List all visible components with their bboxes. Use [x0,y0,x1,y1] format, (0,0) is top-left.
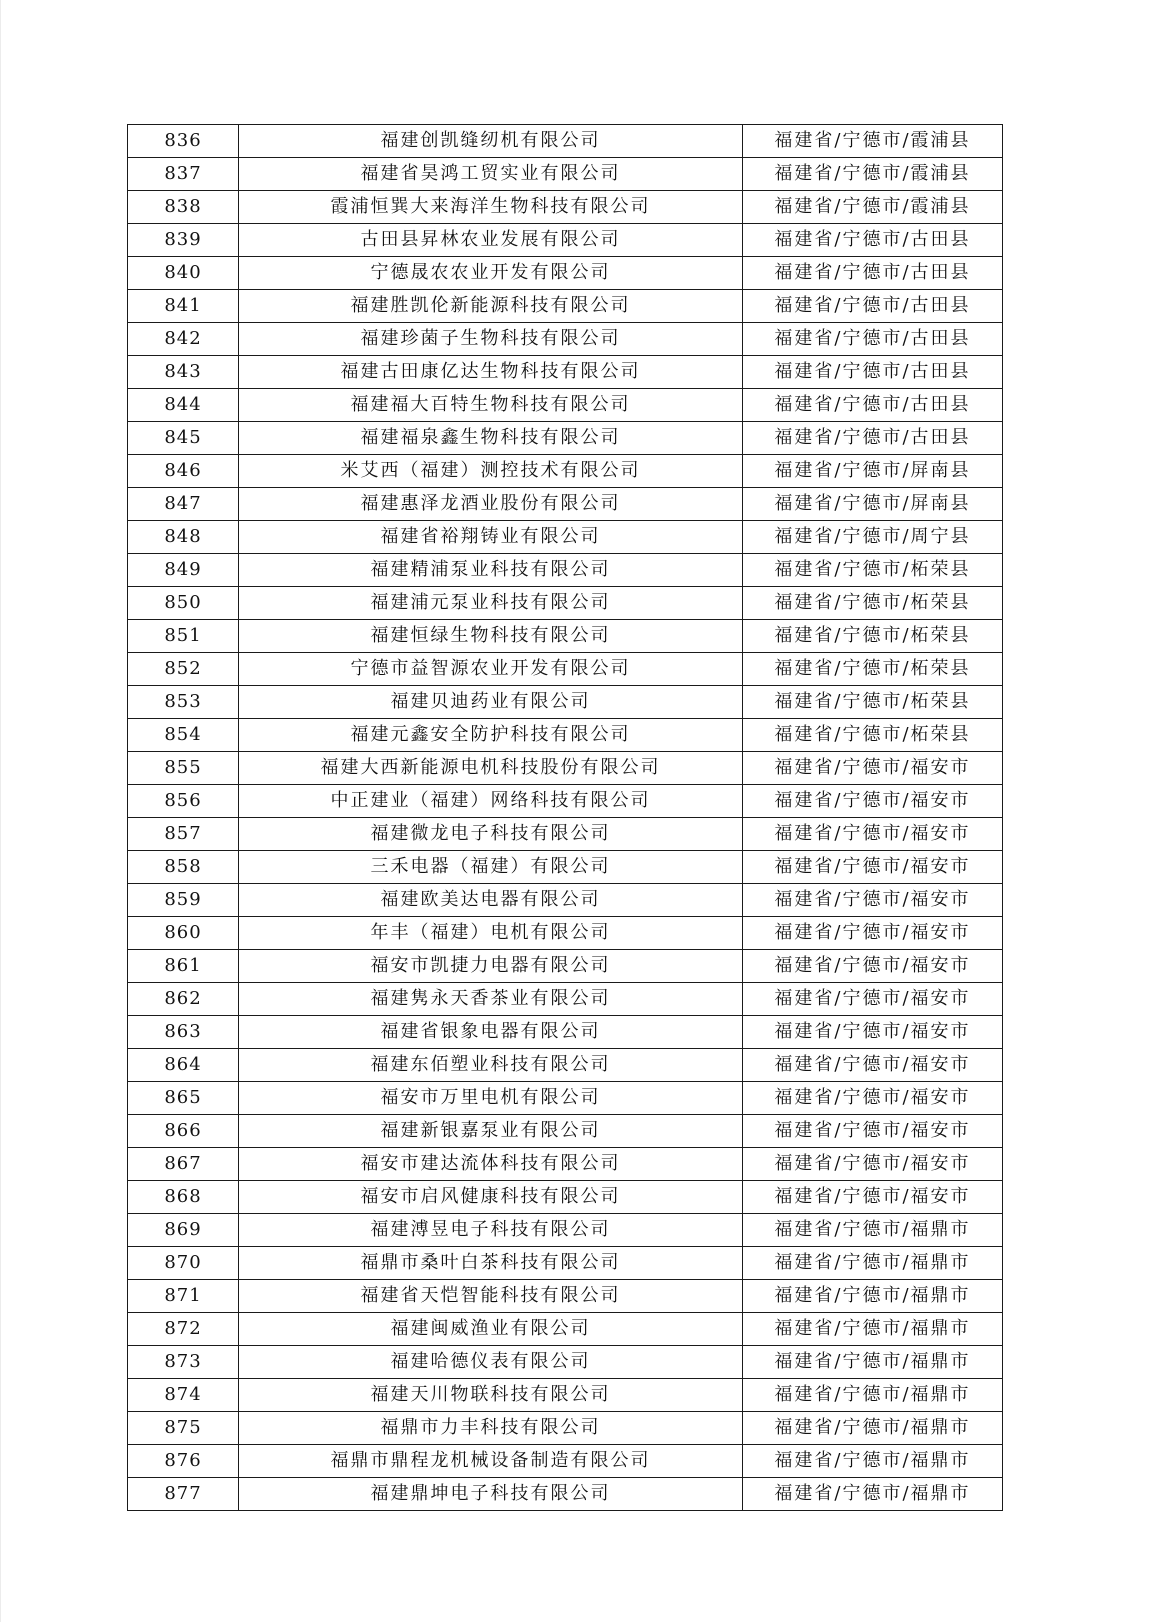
location-cell: 福建省/宁德市/柘荣县 [743,686,1003,719]
location-cell: 福建省/宁德市/福安市 [743,1115,1003,1148]
location-cell: 福建省/宁德市/福安市 [743,1049,1003,1082]
row-number-cell: 874 [128,1379,239,1412]
row-number-cell: 857 [128,818,239,851]
table-row [128,1214,1003,1247]
row-number-cell: 846 [128,455,239,488]
row-number-cell: 862 [128,983,239,1016]
company-name-cell: 福鼎市鼎程龙机械设备制造有限公司 [239,1445,743,1478]
table-row [128,1346,1003,1379]
row-number-cell: 876 [128,1445,239,1478]
table-row [128,1148,1003,1181]
location-cell: 福建省/宁德市/福鼎市 [743,1445,1003,1478]
company-name-cell: 福建贝迪药业有限公司 [239,686,743,719]
company-name-cell: 福建省天恺智能科技有限公司 [239,1280,743,1313]
location-cell: 福建省/宁德市/福安市 [743,950,1003,983]
row-number-cell: 852 [128,653,239,686]
table-row [128,389,1003,422]
location-cell: 福建省/宁德市/柘荣县 [743,587,1003,620]
location-cell: 福建省/宁德市/柘荣县 [743,554,1003,587]
table-row [128,917,1003,950]
row-number-cell: 859 [128,884,239,917]
table-row [128,1280,1003,1313]
location-cell: 福建省/宁德市/福鼎市 [743,1478,1003,1511]
location-cell: 福建省/宁德市/古田县 [743,389,1003,422]
company-name-cell: 福建胜凯伦新能源科技有限公司 [239,290,743,323]
company-name-cell: 福建恒绿生物科技有限公司 [239,620,743,653]
company-name-cell: 福建新银嘉泵业有限公司 [239,1115,743,1148]
row-number-cell: 847 [128,488,239,521]
company-name-cell: 福建鼎坤电子科技有限公司 [239,1478,743,1511]
row-number-cell: 836 [128,125,239,158]
location-cell: 福建省/宁德市/福鼎市 [743,1412,1003,1445]
location-cell: 福建省/宁德市/福安市 [743,1148,1003,1181]
company-name-cell: 福建福泉鑫生物科技有限公司 [239,422,743,455]
row-number-cell: 870 [128,1247,239,1280]
company-name-cell: 古田县昇林农业发展有限公司 [239,224,743,257]
company-name-cell: 福安市启风健康科技有限公司 [239,1181,743,1214]
company-name-cell: 福建精浦泵业科技有限公司 [239,554,743,587]
row-number-cell: 869 [128,1214,239,1247]
table-row [128,884,1003,917]
row-number-cell: 861 [128,950,239,983]
row-number-cell: 858 [128,851,239,884]
row-number-cell: 854 [128,719,239,752]
table-row [128,1379,1003,1412]
table-row [128,1478,1003,1511]
location-cell: 福建省/宁德市/福安市 [743,884,1003,917]
row-number-cell: 875 [128,1412,239,1445]
row-number-cell: 871 [128,1280,239,1313]
location-cell: 福建省/宁德市/福安市 [743,1181,1003,1214]
table-row [128,587,1003,620]
location-cell: 福建省/宁德市/霞浦县 [743,191,1003,224]
company-name-cell: 福建隽永天香茶业有限公司 [239,983,743,1016]
company-name-cell: 福建浦元泵业科技有限公司 [239,587,743,620]
row-number-cell: 860 [128,917,239,950]
location-cell: 福建省/宁德市/福安市 [743,917,1003,950]
location-cell: 福建省/宁德市/周宁县 [743,521,1003,554]
company-name-cell: 福建东佰塑业科技有限公司 [239,1049,743,1082]
row-number-cell: 872 [128,1313,239,1346]
company-name-cell: 福建天川物联科技有限公司 [239,1379,743,1412]
company-name-cell: 宁德晟农农业开发有限公司 [239,257,743,290]
location-cell: 福建省/宁德市/福鼎市 [743,1280,1003,1313]
company-name-cell: 福建哈德仪表有限公司 [239,1346,743,1379]
company-name-cell: 福安市凯捷力电器有限公司 [239,950,743,983]
table-row [128,455,1003,488]
location-cell: 福建省/宁德市/霞浦县 [743,158,1003,191]
company-name-cell: 福建省银象电器有限公司 [239,1016,743,1049]
row-number-cell: 866 [128,1115,239,1148]
location-cell: 福建省/宁德市/福鼎市 [743,1214,1003,1247]
location-cell: 福建省/宁德市/福安市 [743,1016,1003,1049]
company-name-cell: 宁德市益智源农业开发有限公司 [239,653,743,686]
company-name-cell: 福建创凯缝纫机有限公司 [239,125,743,158]
company-name-cell: 福建珍菌子生物科技有限公司 [239,323,743,356]
row-number-cell: 855 [128,752,239,785]
location-cell: 福建省/宁德市/福安市 [743,983,1003,1016]
company-name-cell: 福安市万里电机有限公司 [239,1082,743,1115]
company-name-cell: 福建元鑫安全防护科技有限公司 [239,719,743,752]
table-row [128,158,1003,191]
table-row [128,521,1003,554]
row-number-cell: 865 [128,1082,239,1115]
table-row [128,356,1003,389]
company-list-table [127,124,1003,1511]
company-name-cell: 福建大西新能源电机科技股份有限公司 [239,752,743,785]
table-row [128,191,1003,224]
table-row [128,950,1003,983]
row-number-cell: 864 [128,1049,239,1082]
row-number-cell: 868 [128,1181,239,1214]
company-name-cell: 中正建业（福建）网络科技有限公司 [239,785,743,818]
row-number-cell: 837 [128,158,239,191]
row-number-cell: 838 [128,191,239,224]
company-name-cell: 福建惠泽龙酒业股份有限公司 [239,488,743,521]
location-cell: 福建省/宁德市/古田县 [743,290,1003,323]
table-row [128,1445,1003,1478]
company-name-cell: 米艾西（福建）测控技术有限公司 [239,455,743,488]
location-cell: 福建省/宁德市/屏南县 [743,455,1003,488]
table-row [128,1247,1003,1280]
row-number-cell: 840 [128,257,239,290]
location-cell: 福建省/宁德市/古田县 [743,257,1003,290]
row-number-cell: 849 [128,554,239,587]
location-cell: 福建省/宁德市/柘荣县 [743,719,1003,752]
row-number-cell: 841 [128,290,239,323]
company-name-cell: 福建闽威渔业有限公司 [239,1313,743,1346]
location-cell: 福建省/宁德市/福安市 [743,851,1003,884]
location-cell: 福建省/宁德市/柘荣县 [743,653,1003,686]
table-row [128,224,1003,257]
location-cell: 福建省/宁德市/福鼎市 [743,1247,1003,1280]
table-row [128,785,1003,818]
location-cell: 福建省/宁德市/福安市 [743,1082,1003,1115]
row-number-cell: 863 [128,1016,239,1049]
company-name-cell: 福鼎市力丰科技有限公司 [239,1412,743,1445]
row-number-cell: 856 [128,785,239,818]
table-row [128,1115,1003,1148]
table-row [128,323,1003,356]
table-row [128,686,1003,719]
company-name-cell: 福鼎市桑叶白茶科技有限公司 [239,1247,743,1280]
company-name-cell: 福建省昊鸿工贸实业有限公司 [239,158,743,191]
row-number-cell: 850 [128,587,239,620]
table-row [128,1049,1003,1082]
table-row [128,851,1003,884]
location-cell: 福建省/宁德市/福安市 [743,752,1003,785]
location-cell: 福建省/宁德市/福鼎市 [743,1346,1003,1379]
company-name-cell: 三禾电器（福建）有限公司 [239,851,743,884]
table-row [128,1313,1003,1346]
row-number-cell: 843 [128,356,239,389]
table-row [128,1082,1003,1115]
row-number-cell: 848 [128,521,239,554]
company-name-cell: 福建微龙电子科技有限公司 [239,818,743,851]
table-row [128,818,1003,851]
table-row [128,1181,1003,1214]
company-name-cell: 年丰（福建）电机有限公司 [239,917,743,950]
table-row [128,653,1003,686]
table-row [128,290,1003,323]
row-number-cell: 844 [128,389,239,422]
row-number-cell: 851 [128,620,239,653]
location-cell: 福建省/宁德市/福安市 [743,785,1003,818]
row-number-cell: 853 [128,686,239,719]
company-name-cell: 福建古田康亿达生物科技有限公司 [239,356,743,389]
location-cell: 福建省/宁德市/福安市 [743,818,1003,851]
location-cell: 福建省/宁德市/古田县 [743,224,1003,257]
company-name-cell: 福建省裕翔铸业有限公司 [239,521,743,554]
row-number-cell: 867 [128,1148,239,1181]
table-row [128,1016,1003,1049]
row-number-cell: 845 [128,422,239,455]
location-cell: 福建省/宁德市/古田县 [743,356,1003,389]
company-name-cell: 福建福大百特生物科技有限公司 [239,389,743,422]
company-name-cell: 霞浦恒巽大来海洋生物科技有限公司 [239,191,743,224]
row-number-cell: 839 [128,224,239,257]
location-cell: 福建省/宁德市/福鼎市 [743,1313,1003,1346]
table-row [128,125,1003,158]
row-number-cell: 873 [128,1346,239,1379]
row-number-cell: 877 [128,1478,239,1511]
table-row [128,257,1003,290]
company-name-cell: 福建欧美达电器有限公司 [239,884,743,917]
table-row [128,422,1003,455]
table-row [128,983,1003,1016]
location-cell: 福建省/宁德市/古田县 [743,422,1003,455]
location-cell: 福建省/宁德市/屏南县 [743,488,1003,521]
company-name-cell: 福建溥昱电子科技有限公司 [239,1214,743,1247]
row-number-cell: 842 [128,323,239,356]
table-row [128,719,1003,752]
table-row [128,1412,1003,1445]
table-row [128,488,1003,521]
table-row [128,620,1003,653]
location-cell: 福建省/宁德市/福鼎市 [743,1379,1003,1412]
table-row [128,554,1003,587]
table-body [128,125,1003,1511]
location-cell: 福建省/宁德市/古田县 [743,323,1003,356]
location-cell: 福建省/宁德市/霞浦县 [743,125,1003,158]
location-cell: 福建省/宁德市/柘荣县 [743,620,1003,653]
table-row [128,752,1003,785]
company-name-cell: 福安市建达流体科技有限公司 [239,1148,743,1181]
